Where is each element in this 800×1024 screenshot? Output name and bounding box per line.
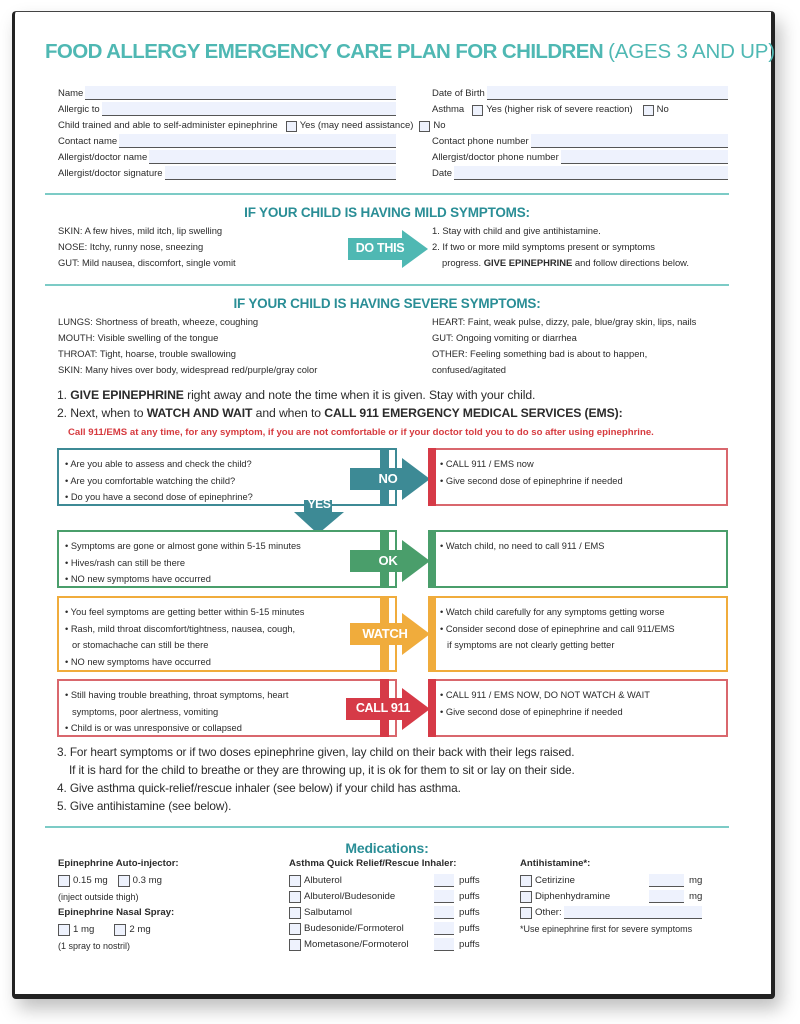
doctor-name-input[interactable] — [149, 150, 396, 164]
watch-action-item-cont: if symptoms are not clearly getting better — [447, 640, 615, 650]
epi-auto-heading: Epinephrine Auto-injector: — [58, 858, 179, 869]
severe-symptom-other-cont: confused/agitated — [432, 364, 507, 375]
assess-question: • Are you able to assess and check the child? — [65, 456, 395, 473]
inhaler-item — [289, 873, 480, 888]
severe-symptom-throat: THROAT: Tight, hoarse, trouble swallowing — [58, 348, 237, 359]
inhaler-item — [289, 905, 480, 920]
no-action-item: • Give second dose of epinephrine if needed — [440, 473, 726, 490]
mild-action-2: 2. If two or more mild symptoms present or symptoms — [432, 241, 655, 252]
doctor-signature-input[interactable] — [165, 166, 396, 180]
asthma-yes-label: Yes (higher risk of severe reaction) — [486, 104, 633, 115]
call-911-warning: Call 911/EMS at any time, for any symptom, if you are not comfortable or if your doctor told you to do so after using epinephrine. — [68, 427, 654, 438]
budesonide-formoterol-checkbox[interactable] — [289, 923, 301, 935]
mild-symptoms-heading: IF YOUR CHILD IS HAVING MILD SYMPTOMS: — [244, 205, 530, 220]
epi-nasal-note: (1 spray to nostril) — [58, 941, 131, 951]
watch-condition: • You feel symptoms are getting better within 5-15 minutes — [65, 604, 395, 621]
severe-symptoms-heading: IF YOUR CHILD IS HAVING SEVERE SYMPTOMS: — [233, 296, 541, 311]
severe-symptom-heart: HEART: Faint, weak pulse, dizzy, pale, blue/gray skin, lips, nails — [432, 316, 697, 327]
step-2 — [57, 406, 623, 420]
salbutamol-checkbox[interactable] — [289, 907, 301, 919]
contact-name-row — [58, 133, 396, 148]
ok-action-box — [428, 530, 728, 588]
contact-phone-label: Contact phone number — [432, 136, 529, 147]
severe-symptom-list-left — [58, 314, 317, 378]
antihistamine-item — [520, 889, 702, 904]
assess-box — [57, 448, 397, 506]
albuterol-label: Albuterol — [304, 875, 342, 886]
contact-name-label: Contact name — [58, 136, 118, 147]
self-administer-label: Child trained and able to self-administer epinephrine — [58, 120, 278, 131]
page-title — [45, 40, 775, 64]
date-input[interactable] — [454, 166, 728, 180]
ok-condition: • Symptoms are gone or almost gone within 5-15 minutes — [65, 538, 395, 555]
call-911-action-box — [428, 679, 728, 737]
diphenhydramine-checkbox[interactable] — [520, 891, 532, 903]
budesonide-formoterol-puffs-input[interactable] — [434, 922, 454, 935]
epi-015-checkbox[interactable] — [58, 875, 70, 887]
step-2-call-911: CALL 911 EMERGENCY MEDICAL SERVICES (EMS): — [324, 406, 623, 420]
assess-question: • Do you have a second dose of epinephrine? — [65, 489, 395, 506]
epi-015-label: 0.15 mg — [73, 875, 108, 886]
step-2-number: 2. — [57, 406, 67, 420]
severe-symptom-skin: SKIN: Many hives over body, widespread red/purple/gray color — [58, 364, 318, 375]
inhaler-heading: Asthma Quick Relief/Rescue Inhaler: — [289, 858, 457, 869]
severe-symptom-gut: GUT: Ongoing vomiting or diarrhea — [432, 332, 577, 343]
budesonide-formoterol-label: Budesonide/Formoterol — [304, 923, 404, 934]
assess-question: • Are you comfortable watching the child? — [65, 473, 395, 490]
watch-action-item: • Watch child carefully for any symptoms getting worse — [440, 604, 726, 621]
watch-condition-list — [59, 598, 395, 670]
no-action-bar — [428, 448, 436, 506]
salbutamol-puffs-input[interactable] — [434, 906, 454, 919]
ok-action-bar — [428, 530, 436, 588]
no-action-item: • CALL 911 / EMS now — [440, 456, 726, 473]
epi-03-checkbox[interactable] — [118, 875, 130, 887]
watch-action-bar — [428, 596, 436, 672]
call-911-label: CALL 911 — [355, 701, 411, 715]
watch-action-list — [430, 598, 726, 654]
mg-unit: mg — [689, 875, 703, 886]
other-label: Other: — [535, 907, 562, 918]
step-1-number: 1. — [57, 388, 67, 402]
doctor-phone-input[interactable] — [561, 150, 728, 164]
step-2-text-c: and when to — [255, 406, 321, 420]
watch-condition-cont: or stomachache can still be there — [72, 640, 209, 650]
ok-box — [57, 530, 397, 588]
inhaler-item — [289, 889, 480, 904]
contact-phone-row — [432, 133, 728, 148]
step-4: 4. Give asthma quick-relief/rescue inhaler (see below) if your child has asthma. — [57, 781, 461, 795]
allergic-to-label: Allergic to — [58, 104, 100, 115]
step-1 — [57, 388, 535, 402]
contact-name-input[interactable] — [119, 134, 396, 148]
other-antihistamine-checkbox[interactable] — [520, 907, 532, 919]
nasal-1mg-checkbox[interactable] — [58, 924, 70, 936]
dob-input[interactable] — [487, 86, 728, 100]
dob-label: Date of Birth — [432, 88, 485, 99]
mometasone-formoterol-label: Mometasone/Formoterol — [304, 939, 409, 950]
name-input[interactable] — [85, 86, 396, 100]
no-action-list — [430, 450, 726, 489]
call-911-action-item: • CALL 911 / EMS NOW, DO NOT WATCH & WAIT — [440, 687, 726, 704]
puffs-unit: puffs — [459, 923, 480, 934]
name-label: Name — [58, 88, 84, 99]
asthma-label: Asthma — [432, 104, 465, 115]
assess-question-list — [59, 450, 395, 506]
mild-symptom-gut: GUT: Mild nausea, discomfort, single vomit — [58, 257, 236, 268]
self-administer-yes-label: Yes (may need assistance) — [299, 120, 414, 131]
mg-unit: mg — [689, 891, 703, 902]
divider — [45, 193, 729, 195]
mild-action-list — [432, 223, 689, 271]
allergic-to-input[interactable] — [102, 102, 396, 116]
mometasone-formoterol-puffs-input[interactable] — [434, 938, 454, 951]
no-action-box — [428, 448, 728, 506]
watch-condition: • NO new symptoms have occurred — [65, 654, 395, 671]
albuterol-budesonide-puffs-input[interactable] — [434, 890, 454, 903]
step-3-cont: If it is hard for the child to breathe or they are throwing up, it is ok for them to sit or lay on their side. — [69, 763, 575, 777]
other-antihistamine-input[interactable] — [564, 906, 702, 919]
puffs-unit: puffs — [459, 875, 480, 886]
dob-row — [432, 85, 728, 100]
antihistamine-item — [520, 873, 702, 888]
mild-action-1: 1. Stay with child and give antihistamine. — [432, 225, 601, 236]
call-911-condition-list — [59, 681, 395, 737]
call-911-condition: • Child is or was unresponsive or collapsed — [65, 720, 395, 737]
step-5: 5. Give antihistamine (see below). — [57, 799, 232, 813]
puffs-unit: puffs — [459, 907, 480, 918]
severe-symptom-other: OTHER: Feeling something bad is about to happen, — [432, 348, 648, 359]
date-label: Date — [432, 168, 453, 179]
inhaler-item — [289, 921, 480, 936]
step-1-text: right away and note the time when it is given. Stay with your child. — [187, 388, 536, 402]
watch-condition: • Rash, mild throat discomfort/tightness, nausea, cough, — [65, 621, 395, 638]
yes-label: YES — [307, 497, 331, 511]
contact-phone-input[interactable] — [531, 134, 728, 148]
watch-box — [57, 596, 397, 672]
doctor-signature-row — [58, 165, 396, 180]
call-911-condition: • Still having trouble breathing, throat symptoms, heart — [65, 687, 395, 704]
self-administer-no-checkbox[interactable] — [419, 121, 430, 132]
step-3: 3. For heart symptoms or if two doses epinephrine given, lay child on their back with their legs raised. — [57, 745, 575, 759]
albuterol-puffs-input[interactable] — [434, 874, 454, 887]
mild-action-2-cont — [432, 255, 689, 271]
mild-action-2-progress: progress. — [442, 257, 482, 268]
mild-symptom-list — [58, 223, 236, 271]
no-label: NO — [378, 471, 398, 486]
inhaler-item — [289, 937, 480, 952]
watch-action-box — [428, 596, 728, 672]
severe-symptom-mouth: MOUTH: Visible swelling of the tongue — [58, 332, 219, 343]
self-administer-no-label: No — [433, 120, 446, 131]
asthma-no-label: No — [656, 104, 669, 115]
epi-auto-note: (inject outside thigh) — [58, 892, 139, 902]
ok-action-list — [430, 532, 726, 555]
title-main: FOOD ALLERGY EMERGENCY CARE PLAN FOR CHILDREN — [45, 40, 604, 63]
ok-label: OK — [378, 553, 398, 568]
puffs-unit: puffs — [459, 939, 480, 950]
puffs-unit: puffs — [459, 891, 480, 902]
cetirizine-label: Cetirizine — [535, 875, 575, 886]
albuterol-budesonide-label: Albuterol/Budesonide — [304, 891, 396, 902]
asthma-row — [432, 101, 728, 116]
self-administer-yes-checkbox[interactable] — [286, 121, 297, 132]
ok-condition-list — [59, 532, 395, 588]
mometasone-formoterol-checkbox[interactable] — [289, 939, 301, 951]
divider — [45, 826, 729, 828]
ok-action-item: • Watch child, no need to call 911 / EMS — [440, 538, 726, 555]
diphenhydramine-label: Diphenhydramine — [535, 891, 611, 902]
name-field-row — [58, 85, 396, 100]
salbutamol-label: Salbutamol — [304, 907, 352, 918]
doctor-phone-label: Allergist/doctor phone number — [432, 152, 559, 163]
mild-symptom-skin: SKIN: A few hives, mild itch, lip swelling — [58, 225, 223, 236]
call-911-action-list — [430, 681, 726, 720]
diphenhydramine-mg-input[interactable] — [649, 890, 684, 903]
nasal-1mg-label: 1 mg — [73, 924, 95, 935]
call-911-condition-cont: symptoms, poor alertness, vomiting — [72, 706, 219, 717]
date-row — [432, 165, 728, 180]
step-2-text-a: Next, when to — [70, 406, 144, 420]
watch-label: WATCH — [362, 626, 408, 641]
mild-symptom-nose: NOSE: Itchy, runny nose, sneezing — [58, 241, 204, 252]
antihistamine-other — [520, 905, 702, 920]
do-this-label: DO THIS — [355, 241, 405, 255]
step-1-bold: GIVE EPINEPHRINE — [70, 388, 184, 402]
epi-nasal-heading: Epinephrine Nasal Spray: — [58, 907, 175, 918]
doctor-signature-label: Allergist/doctor signature — [58, 168, 163, 179]
epi-nasal-options — [58, 922, 151, 937]
step-2-watch-wait: WATCH AND WAIT — [146, 406, 253, 420]
self-administer-row — [58, 117, 518, 132]
ok-condition: • Hives/rash can still be there — [65, 555, 395, 572]
mild-action-2-tail: and follow directions below. — [574, 257, 690, 268]
medications-heading: Medications: — [345, 840, 429, 856]
title-sub: (AGES 3 AND UP) — [608, 40, 775, 63]
call-911-action-bar — [428, 679, 436, 737]
severe-symptom-lungs: LUNGS: Shortness of breath, wheeze, coughing — [58, 316, 259, 327]
allergic-to-row — [58, 101, 396, 116]
doctor-phone-row — [432, 149, 728, 164]
asthma-yes-checkbox[interactable] — [472, 105, 483, 116]
albuterol-checkbox[interactable] — [289, 875, 301, 887]
call-911-action-item: • Give second dose of epinephrine if needed — [440, 704, 726, 721]
asthma-no-checkbox[interactable] — [643, 105, 654, 116]
epi-03-label: 0.3 mg — [132, 875, 163, 886]
antihistamine-footnote: *Use epinephrine first for severe symptoms — [520, 924, 693, 934]
epi-auto-options — [58, 873, 162, 888]
nasal-2mg-label: 2 mg — [129, 924, 151, 935]
doctor-name-label: Allergist/doctor name — [58, 152, 148, 163]
doctor-name-row — [58, 149, 396, 164]
cetirizine-mg-input[interactable] — [649, 874, 684, 887]
watch-action-item: • Consider second dose of epinephrine and call 911/EMS — [440, 621, 726, 638]
cetirizine-checkbox[interactable] — [520, 875, 532, 887]
ok-condition: • NO new symptoms have occurred — [65, 571, 395, 588]
give-epinephrine-emphasis: GIVE EPINEPHRINE — [483, 257, 573, 268]
nasal-2mg-checkbox[interactable] — [114, 924, 126, 936]
albuterol-budesonide-checkbox[interactable] — [289, 891, 301, 903]
divider — [45, 284, 729, 286]
antihistamine-heading: Antihistamine*: — [520, 858, 591, 869]
severe-symptom-list-right — [432, 314, 696, 378]
